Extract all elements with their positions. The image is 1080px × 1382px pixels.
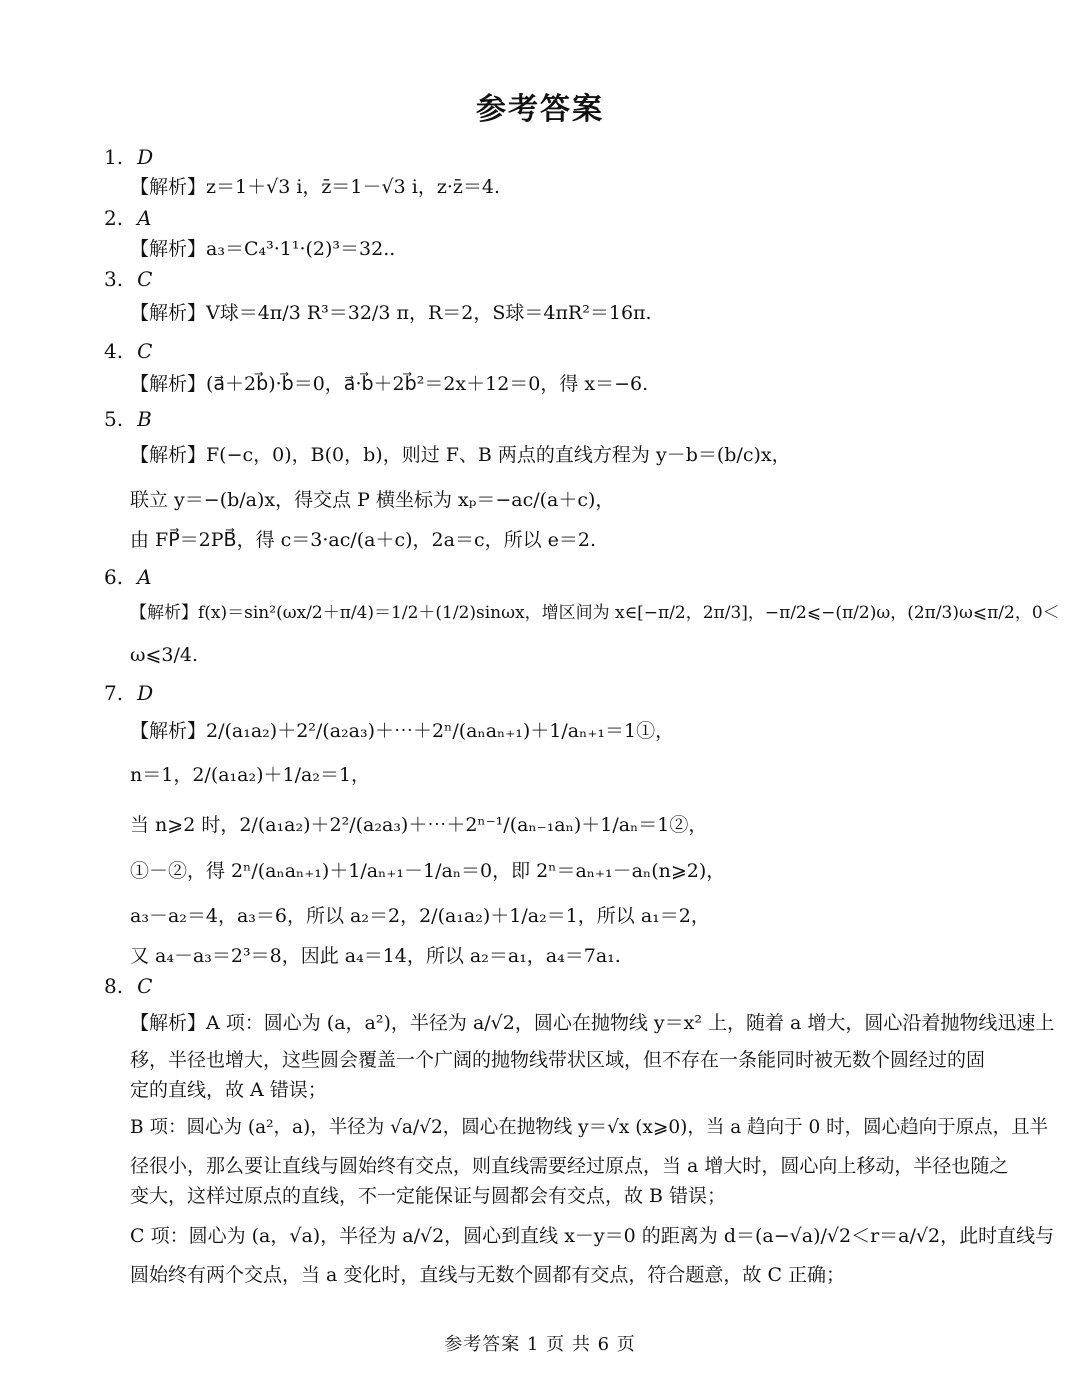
solution-line: n＝1，2/(a₁a₂)＋1/a₂＝1， [130,764,371,786]
question-6 [104,564,152,590]
question-number: 2. [104,206,124,230]
solution-line: 当 n⩾2 时，2/(a₁a₂)＋2²/(a₂a₃)＋⋯＋2ⁿ⁻¹/(aₙ₋₁aₙ)＋1/aₙ＝1②， [130,814,708,836]
solution-line: 由 FP⃗＝2PB⃗，得 c＝3·ac/(a＋c)，2a＝c，所以 e＝2. [130,529,597,551]
question-4 [104,338,152,364]
question-answer: A [137,206,152,230]
question-number: 5. [104,407,124,431]
question-number: 7. [104,681,124,705]
page-title: 参考答案 [476,92,604,127]
question-answer: D [137,681,154,705]
question-answer: B [137,407,152,431]
solution-line: 【解析】V球＝4π/3 R³＝32/3 π，R＝2，S球＝4πR²＝16π. [130,302,652,324]
question-answer: C [137,339,153,363]
solution-line: B 项：圆心为 (a²，a)，半径为 √a/√2，圆心在抛物线 y＝√x (x⩾0)，当 a 趋向于 0 时，圆心趋向于原点，且半 [130,1117,1049,1138]
solution-line: C 项：圆心为 (a，√a)，半径为 a/√2，圆心到直线 x－y＝0 的距离为 d＝(a−√a)/√2＜r＝a/√2，此时直线与 [130,1225,1055,1247]
solution-line: 【解析】2/(a₁a₂)＋2²/(a₂a₃)＋⋯＋2ⁿ/(aₙaₙ₊₁)＋1/aₙ₊₁＝1①， [130,720,675,742]
solution-line: 【解析】(a⃗＋2b⃗)·b⃗＝0，a⃗·b⃗＋2b⃗²＝2x＋12＝0，得 x＝−6. [130,373,649,395]
page-footer: 参考答案 1 页 共 6 页 [444,1334,636,1355]
question-number: 6. [104,565,124,589]
solution-line: 【解析】a₃＝C₄³·1¹·(2)³＝32.. [130,238,396,260]
solution-line: 【解析】z＝1＋√3 i，z̄＝1－√3 i，z·z̄＝4. [130,176,501,198]
question-answer: C [137,974,153,998]
question-3 [104,266,152,292]
solution-line: a₃－a₂＝4，a₃＝6，所以 a₂＝2，2/(a₁a₂)＋1/a₂＝1，所以 a₁＝2， [130,905,710,927]
question-number: 8. [104,974,124,998]
question-5 [104,406,152,432]
solution-line: ①－②，得 2ⁿ/(aₙaₙ₊₁)＋1/aₙ₊₁－1/aₙ＝0，即 2ⁿ＝aₙ₊₁－aₙ(n⩾2)， [130,860,726,882]
solution-line: 又 a₄－a₃＝2³＝8，因此 a₄＝14，所以 a₂＝a₁，a₄＝7a₁. [130,945,621,967]
question-answer: C [137,267,153,291]
solution-line: 联立 y＝−(b/a)x，得交点 P 横坐标为 xₚ＝−ac/(a＋c)， [130,489,615,511]
question-7 [104,680,153,706]
solution-line: 移，半径也增大，这些圆会覆盖一个广阔的抛物线带状区域，但不存在一条能同时被无数个圆经过的固 [130,1049,986,1071]
solution-line: 【解析】F(−c，0)，B(0，b)，则过 F、B 两点的直线方程为 y－b＝(b/c)x， [130,444,791,466]
question-number: 4. [104,339,124,363]
solution-line: 【解析】A 项：圆心为 (a，a²)，半径为 a/√2，圆心在抛物线 y＝x² 上，随着 a 增大，圆心沿着抛物线迅速上 [130,1012,1055,1034]
solution-line: 径很小，那么要让直线与圆始终有交点，则直线需要经过原点，当 a 增大时，圆心向上移动，半径也随之 [130,1155,1009,1177]
question-1 [104,144,153,170]
solution-line: 圆始终有两个交点，当 a 变化时，直线与无数个圆都有交点，符合题意，故 C 正确； [130,1264,846,1286]
question-answer: D [137,145,154,169]
solution-line: 变大，这样过原点的直线，不一定能保证与圆都会有交点，故 B 错误； [130,1185,727,1207]
solution-line: ω⩽3/4. [130,644,199,666]
question-2 [104,205,152,231]
question-number: 1. [104,145,124,169]
question-8 [104,973,152,999]
question-answer: A [137,565,152,589]
solution-line: 【解析】f(x)＝sin²(ωx/2＋π/4)＝1/2＋(1/2)sinωx，增区间为 x∈[−π/2，2π/3]，−π/2⩽−(π/2)ω，(2π/3)ω⩽π/2，0＜ [130,603,1060,623]
question-number: 3. [104,267,124,291]
solution-line: 定的直线，故 A 错误； [130,1079,327,1101]
